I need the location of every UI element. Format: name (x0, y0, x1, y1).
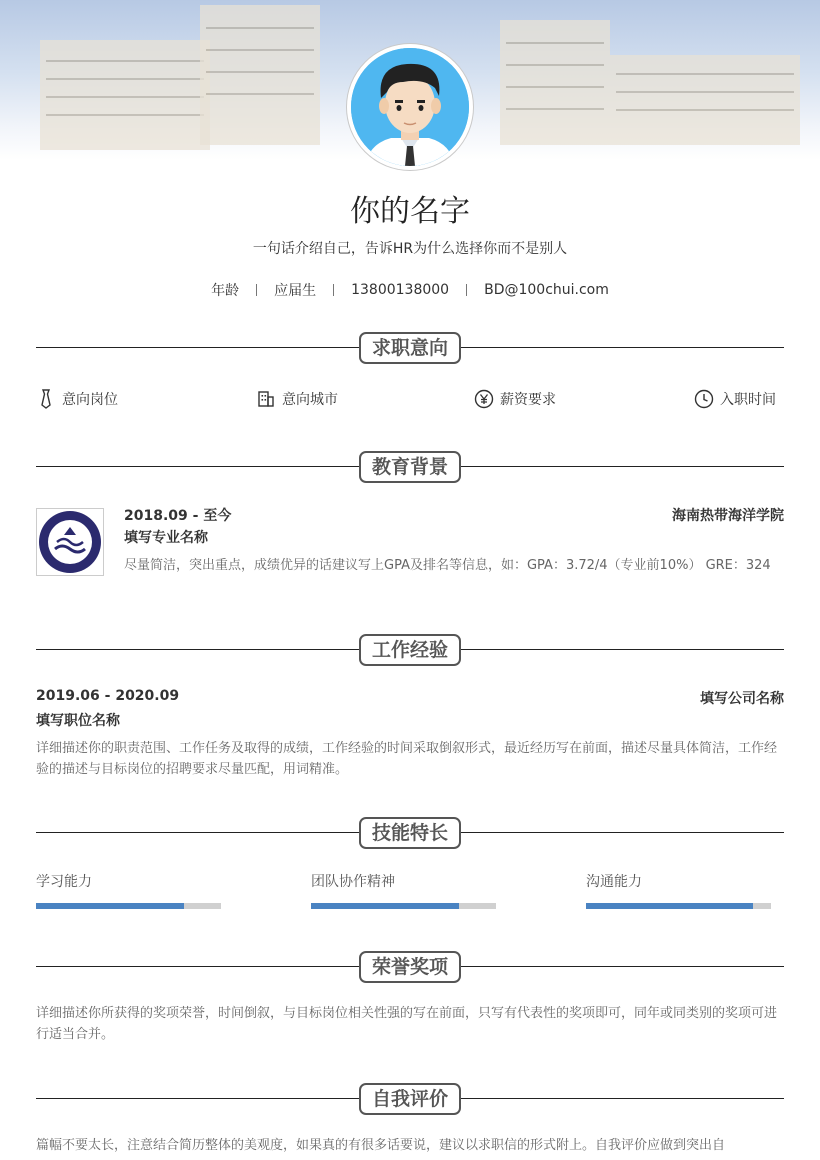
skill-label: 团队协作精神 (311, 874, 395, 890)
section-education-header (36, 451, 784, 483)
skill-label: 沟通能力 (586, 874, 642, 890)
work-date: 2019.06 - 2020.09 (36, 688, 180, 704)
education-date: 2018.09 - 至今 (124, 508, 232, 524)
section-title: 求职意向 (359, 332, 461, 364)
section-title: 荣誉奖项 (359, 951, 461, 983)
info-email: BD@100chui.com (484, 282, 609, 298)
intent-salary (474, 389, 556, 409)
section-honors-header (36, 951, 784, 983)
skill-bar-fill (586, 903, 753, 909)
avatar-illustration (351, 48, 469, 166)
intent-label: 意向岗位 (62, 392, 118, 408)
tie-icon (36, 389, 56, 409)
skill-bar (36, 903, 221, 909)
education-description: 尽量简洁，突出重点，成绩优异的话建议写上GPA及排名等信息，如：GPA：3.72/4（专业前10%） GRE：324 (124, 558, 771, 573)
skill-item (36, 871, 221, 909)
clock-icon (694, 389, 714, 409)
section-intent-header (36, 332, 784, 364)
info-phone: 13800138000 (351, 282, 450, 298)
section-title: 工作经验 (359, 634, 461, 666)
building-icon (256, 389, 276, 409)
school-logo (36, 508, 104, 576)
skill-bar (586, 903, 771, 909)
intent-position (36, 389, 118, 409)
section-work-header (36, 634, 784, 666)
section-title: 技能特长 (359, 817, 461, 849)
yen-icon (474, 389, 494, 409)
section-self-eval-header (36, 1083, 784, 1115)
education-school: 海南热带海洋学院 (672, 508, 784, 524)
skill-bar (311, 903, 496, 909)
info-status: 应届生 (274, 283, 317, 299)
intent-city (256, 389, 338, 409)
skill-item (586, 871, 771, 909)
divider (466, 284, 467, 296)
skill-label: 学习能力 (36, 874, 92, 890)
intent-label: 意向城市 (282, 392, 338, 408)
candidate-name: 你的名字 (350, 194, 470, 229)
intent-label: 入职时间 (720, 392, 776, 408)
divider (333, 284, 334, 296)
info-age: 年龄 (211, 283, 240, 299)
work-position: 填写职位名称 (36, 713, 120, 729)
self-eval-description: 篇幅不要太长，注意结合简历整体的美观度，如果真的有很多话要说，建议以求职信的形式附上。自我评价应做到突出自 (36, 1138, 726, 1153)
avatar (347, 44, 473, 170)
divider (256, 284, 257, 296)
intent-label: 薪资要求 (500, 392, 556, 408)
section-title: 教育背景 (359, 451, 461, 483)
honors-description: 详细描述你所获得的奖项荣誉，时间倒叙，与目标岗位相关性强的写在前面，只写有代表性的奖项即可，同年或同类别的奖项可进行适当合并。 (36, 1006, 778, 1042)
skill-item (311, 871, 496, 909)
skill-bar-fill (36, 903, 184, 909)
intent-start-time (694, 389, 776, 409)
education-major: 填写专业名称 (124, 530, 208, 546)
work-description: 详细描述你的职责范围、工作任务及取得的成绩，工作经验的时间采取倒叙形式，最近经历写在前面，描述尽量具体简洁，工作经验的描述与目标岗位的招聘要求尽量匹配，用词精准。 (36, 741, 778, 777)
candidate-intro: 一句话介绍自己，告诉HR为什么选择你而不是别人 (252, 241, 568, 257)
basic-info (0, 280, 820, 300)
section-skills-header (36, 817, 784, 849)
section-title: 自我评价 (359, 1083, 461, 1115)
skill-bar-fill (311, 903, 459, 909)
work-company: 填写公司名称 (700, 691, 784, 707)
